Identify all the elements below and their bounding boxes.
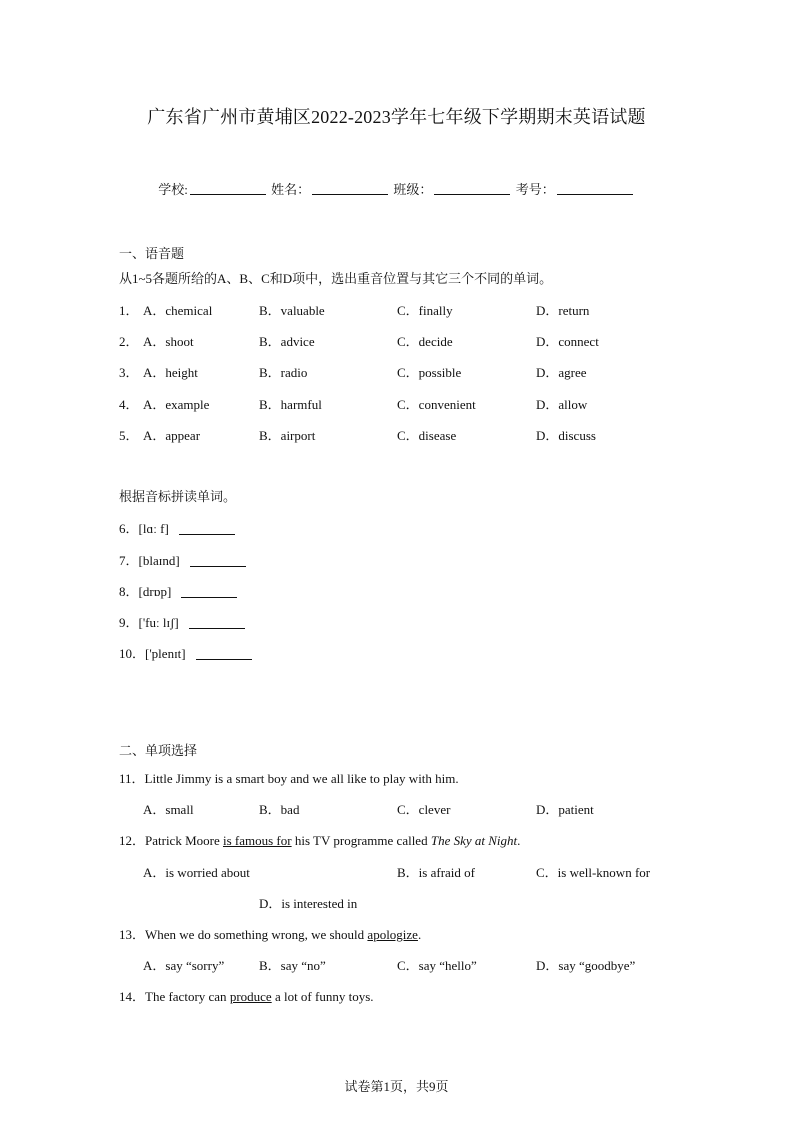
school-blank[interactable] xyxy=(190,182,266,195)
option-a[interactable]: A．shoot xyxy=(143,334,194,349)
stem-text: a lot of funny toys. xyxy=(271,989,374,1004)
option-d[interactable]: D．return xyxy=(536,303,590,318)
class-label: 班级： xyxy=(393,182,433,197)
option-d[interactable]: D．say “goodbye” xyxy=(536,958,636,973)
name-blank[interactable] xyxy=(312,182,388,195)
option-a[interactable]: A．example xyxy=(143,397,210,412)
question-12-stem xyxy=(119,830,520,849)
option-c[interactable]: C．convenient xyxy=(397,397,476,412)
option-d[interactable]: D．connect xyxy=(536,334,599,349)
phonetic-question-9 xyxy=(119,612,245,631)
stem-text: . xyxy=(517,833,521,848)
phonetic-text: [lɑː f] xyxy=(138,521,169,536)
phonetic-text: ['fuː lɪʃ] xyxy=(138,615,179,630)
phonetic-text: [blaɪnd] xyxy=(138,553,180,568)
exam-no-blank[interactable] xyxy=(557,182,633,195)
stem-text: 14．The factory can xyxy=(119,989,230,1004)
answer-blank[interactable] xyxy=(179,522,235,535)
option-d[interactable]: D．agree xyxy=(536,365,587,380)
question-number: 4． xyxy=(119,397,139,412)
answer-blank[interactable] xyxy=(190,554,246,567)
option-c[interactable]: C．disease xyxy=(397,428,457,443)
option-a[interactable]: A．appear xyxy=(143,428,201,443)
option-d[interactable]: D．allow xyxy=(536,397,588,412)
option-a[interactable]: A．chemical xyxy=(143,303,213,318)
option-b[interactable]: B．is afraid of xyxy=(397,865,475,880)
exam-no-label: 考号： xyxy=(515,182,555,197)
question-number: 10． xyxy=(119,646,146,661)
option-b[interactable]: B．bad xyxy=(259,802,300,817)
question-number: 3． xyxy=(119,365,139,380)
section2-heading: 二、单项选择 xyxy=(119,743,198,758)
question-number: 2． xyxy=(119,334,139,349)
option-c[interactable]: C．clever xyxy=(397,802,451,817)
question-number: 5． xyxy=(119,428,139,443)
option-a[interactable]: A．say “sorry” xyxy=(143,958,225,973)
option-c[interactable]: C．possible xyxy=(397,365,462,380)
underlined-word: apologize xyxy=(367,927,418,942)
question-number: 1． xyxy=(119,303,139,318)
option-a[interactable]: A．height xyxy=(143,365,198,380)
answer-blank[interactable] xyxy=(196,647,252,660)
option-b[interactable]: B．airport xyxy=(259,428,316,443)
option-a[interactable]: A．is worried about xyxy=(143,865,250,880)
question-number: 8． xyxy=(119,584,139,599)
option-c[interactable]: C．finally xyxy=(397,303,453,318)
section1-instruction: 从1~5各题所给的A、B、C和D项中，选出重音位置与其它三个不同的单词。 xyxy=(119,271,553,286)
option-b[interactable]: B．advice xyxy=(259,334,315,349)
option-c[interactable]: C．decide xyxy=(397,334,453,349)
answer-blank[interactable] xyxy=(189,616,245,629)
phonetic-text: ['plenɪt] xyxy=(145,646,186,661)
stem-text: . xyxy=(417,927,422,942)
option-b[interactable]: B．harmful xyxy=(259,397,322,412)
name-label: 姓名： xyxy=(271,182,311,197)
programme-title: The Sky at Night xyxy=(430,833,518,848)
answer-blank[interactable] xyxy=(181,585,237,598)
phonetic-question-10 xyxy=(119,643,252,662)
section1-heading: 一、语音题 xyxy=(119,246,185,261)
option-c[interactable]: C．is well-known for xyxy=(536,865,651,880)
phonetic-question-6 xyxy=(119,518,235,537)
question-number: 6． xyxy=(119,521,139,536)
underlined-word: produce xyxy=(229,989,272,1004)
question-number: 9． xyxy=(119,615,139,630)
stem-text: 13．When we do something wrong, we should xyxy=(119,927,368,942)
page-footer: 试卷第1页，共9页 xyxy=(344,1079,449,1094)
phonetic-question-8 xyxy=(119,581,237,600)
option-d[interactable]: D．is interested in xyxy=(259,896,358,911)
phonetic-question-7 xyxy=(119,550,246,569)
page-title: 广东省广州市黄埔区2022-2023学年七年级下学期期末英语试题 xyxy=(147,107,646,127)
option-b[interactable]: B．say “no” xyxy=(259,958,326,973)
question-14-stem xyxy=(119,986,374,1005)
question-11-stem: 11．Little Jimmy is a smart boy and we all like to play with him. xyxy=(119,771,459,786)
question-13-stem xyxy=(119,924,421,943)
option-b[interactable]: B．valuable xyxy=(259,303,325,318)
option-c[interactable]: C．say “hello” xyxy=(397,958,477,973)
stem-text: 12．Patrick Moore xyxy=(119,833,223,848)
school-label: 学校: xyxy=(158,182,188,197)
phonetic-text: [drɒp] xyxy=(138,584,172,599)
option-d[interactable]: D．patient xyxy=(536,802,594,817)
option-b[interactable]: B．radio xyxy=(259,365,308,380)
option-d[interactable]: D．discuss xyxy=(536,428,596,443)
phonetic-instruction: 根据音标拼读单词。 xyxy=(119,489,237,504)
question-number: 7． xyxy=(119,553,139,568)
class-blank[interactable] xyxy=(434,182,510,195)
option-a[interactable]: A．small xyxy=(143,802,194,817)
stem-text: his TV programme called xyxy=(291,833,431,848)
underlined-phrase: is famous for xyxy=(222,833,292,848)
student-info-line xyxy=(0,179,793,198)
